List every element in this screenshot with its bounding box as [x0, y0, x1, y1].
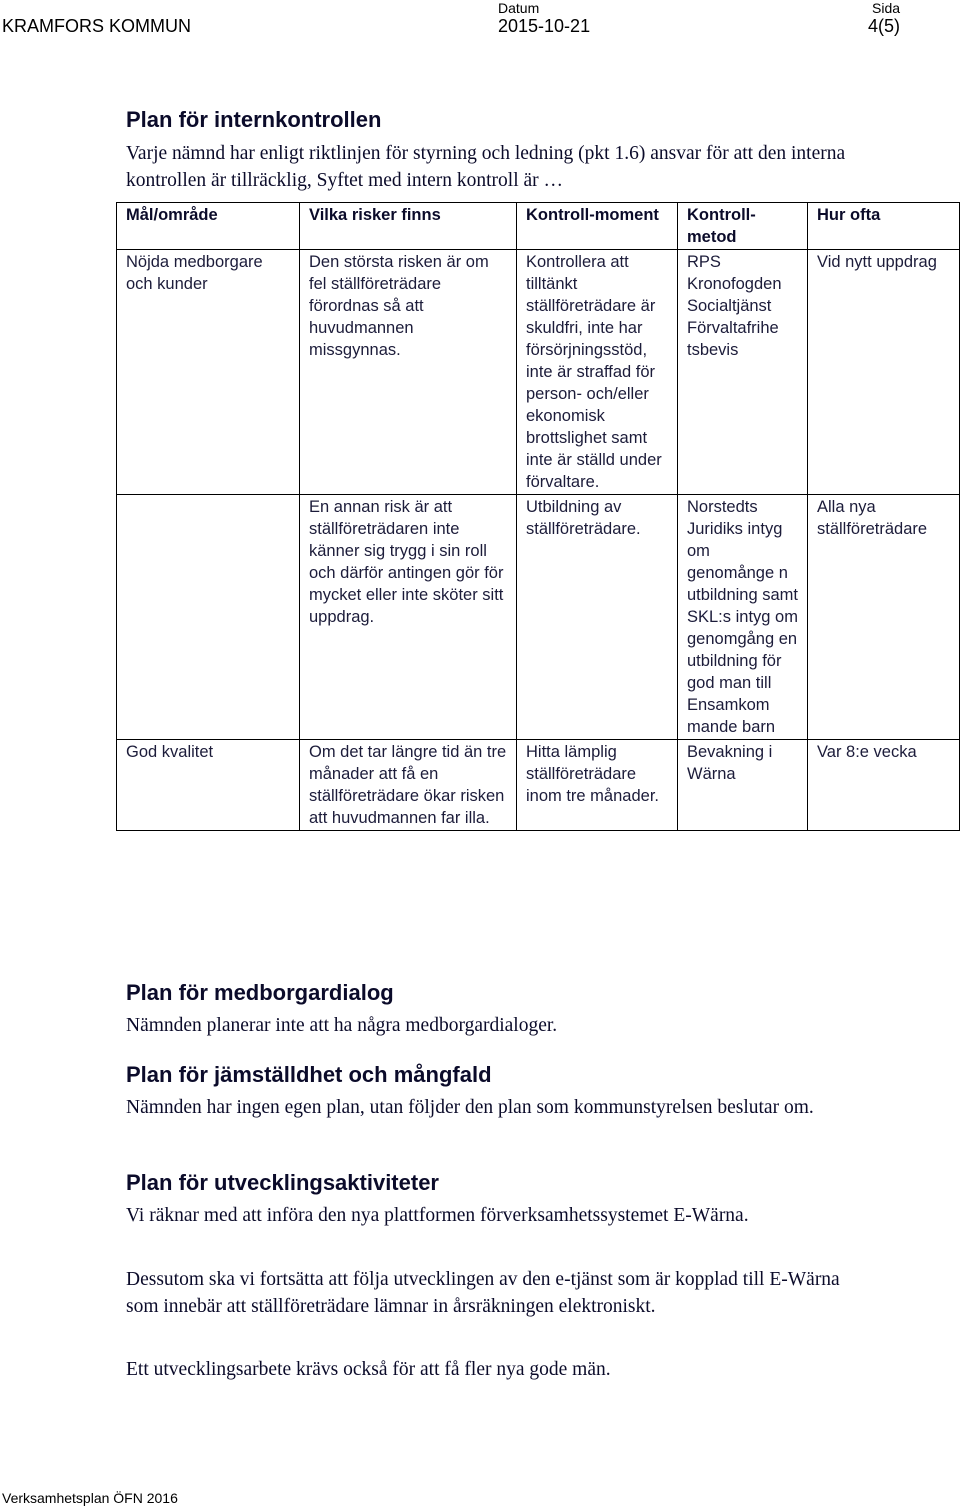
table-cell: Nöjda medborgare och kunder [117, 250, 300, 495]
internkontroll-intro: Varje nämnd har enligt riktlinjen för styrning och ledning (pkt 1.6) ansvar för att den interna kontrollen är tillräcklig, Syftet med intern kontroll är … [126, 143, 846, 191]
table-cell: Var 8:e vecka [808, 740, 960, 831]
table-cell: Kontrollera att tilltänkt ställföreträdare är skuldfri, inte har försörjningsstöd, inte är straffad för person- och/eller ekonomisk brottslighet samt inte är ställd under förvaltare. [517, 250, 678, 495]
table-cell: Alla nya ställföreträdare [808, 495, 960, 740]
table-header-row [117, 203, 960, 250]
date-label: Datum [498, 0, 540, 16]
utveckling-heading: Plan för utvecklingsaktiviteter [126, 1170, 439, 1195]
organization-name: KRAMFORS KOMMUN [2, 16, 191, 36]
table-cell: RPS Kronofogden Socialtjänst Förvaltafrihe tsbevis [678, 250, 808, 495]
table-cell: Norstedts Juridiks intyg om genomånge n utbildning samt SKL:s intyg om genomgång en utbildning för god man till Ensamkom mande barn [678, 495, 808, 740]
table-cell: En annan risk är att ställföreträdaren inte känner sig trygg i sin roll och därför antingen gör för mycket eller inte sköter sitt uppdrag. [300, 495, 517, 740]
table-row [117, 740, 960, 831]
table-cell [117, 495, 300, 740]
table-cell: Hitta lämplig ställföreträdare inom tre månader. [517, 740, 678, 831]
jamstalldhet-heading: Plan för jämställdhet och mångfald [126, 1062, 492, 1087]
internkontroll-heading: Plan för internkontrollen [126, 107, 382, 132]
jamstalldhet-text: Nämnden har ingen egen plan, utan följder den plan som kommunstyrelsen beslutar om. [126, 1097, 814, 1118]
document-date: 2015-10-21 [498, 16, 591, 36]
table-cell: Vid nytt uppdrag [808, 250, 960, 495]
table-cell: Utbildning av ställföreträdare. [517, 495, 678, 740]
table-cell: Den största risken är om fel ställföreträdare förordnas så att huvudmannen missgynnas. [300, 250, 517, 495]
table-cell: Bevakning i Wärna [678, 740, 808, 831]
table-cell: Om det tar längre tid än tre månader att få en ställföreträdare ökar risken att huvudmannen far illa. [300, 740, 517, 831]
page-number: 4(5) [868, 16, 901, 36]
page-label: Sida [872, 0, 901, 16]
utveckling-paragraph-1: Vi räknar med att införa den nya plattformen förverksamhetssystemet E-Wärna. [126, 1205, 749, 1226]
header-risker: Vilka risker finns [300, 203, 517, 250]
header-kontrollmoment: Kontroll-moment [517, 203, 678, 250]
footer-text: Verksamhetsplan ÖFN 2016 [2, 1490, 178, 1506]
internal-control-table [116, 202, 960, 831]
utveckling-paragraph-3: Ett utvecklingsarbete krävs också för att få fler nya gode män. [126, 1359, 611, 1380]
table-cell: God kvalitet [117, 740, 300, 831]
header-kontrollmetod: Kontroll-metod [678, 203, 808, 250]
header-mal-omrade: Mål/område [117, 203, 300, 250]
table-row [117, 495, 960, 740]
medborgardialog-text: Nämnden planerar inte att ha några medborgardialoger. [126, 1015, 558, 1036]
table-row [117, 250, 960, 495]
medborgardialog-heading: Plan för medborgardialog [126, 980, 394, 1005]
header-hur-ofta: Hur ofta [808, 203, 960, 250]
utveckling-paragraph-2: Dessutom ska vi fortsätta att följa utvecklingen av den e-tjänst som är kopplad till E-Wärna som innebär att ställföreträdare lämnar in årsräkningen elektroniskt. [126, 1269, 840, 1317]
